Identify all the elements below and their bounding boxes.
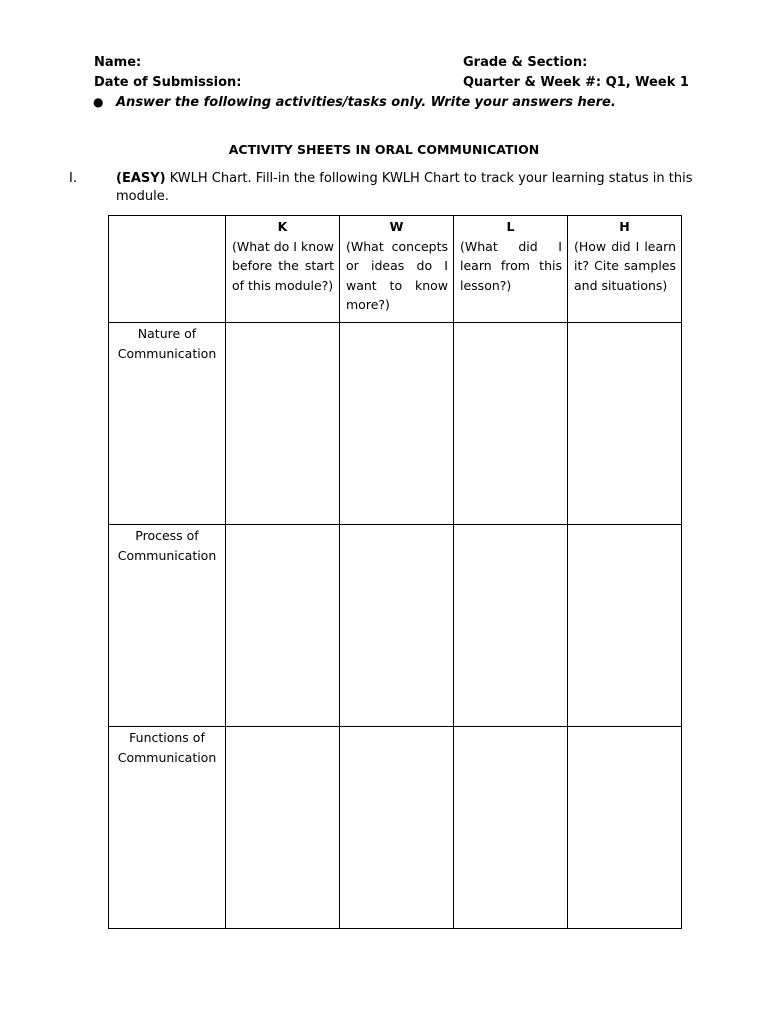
activity-instruction-text: KWLH Chart. Fill-in the following KWLH Chart to track your learning status in this	[165, 171, 693, 186]
column-description: (What concepts or ideas do I want to know more?)	[346, 238, 448, 313]
row-label-cell	[109, 525, 226, 727]
table-row	[109, 323, 682, 525]
answer-cell-h[interactable]	[568, 323, 682, 525]
column-letter: W	[389, 219, 404, 234]
column-letter: K	[277, 219, 288, 234]
corner-cell	[109, 216, 226, 323]
column-description: (What did I learn from this lesson?)	[460, 238, 562, 293]
column-k-header	[226, 216, 340, 323]
date-of-submission-label: Date of Submission:	[94, 75, 242, 90]
activity-instruction-line2: module.	[116, 189, 169, 204]
answer-cell-w[interactable]	[340, 323, 454, 525]
row-label-cell	[109, 323, 226, 525]
grade-section-label: Grade & Section:	[463, 55, 588, 70]
instruction-text: Answer the following activities/tasks only. Write your answers here.	[116, 95, 616, 110]
row-label-line1: Process of	[135, 528, 199, 543]
table-row	[109, 525, 682, 727]
activity-level: (EASY)	[116, 171, 166, 186]
answer-cell-l[interactable]	[454, 323, 568, 525]
bullet-icon: ●	[93, 95, 104, 109]
row-label-line1: Functions of	[129, 730, 205, 745]
column-description: (What do I know before the start of this module?)	[232, 238, 334, 293]
answer-cell-k[interactable]	[226, 525, 340, 727]
name-label: Name:	[94, 55, 142, 70]
column-description: (How did I learn it? Cite samples and situations)	[574, 238, 676, 293]
row-label-line2: Communication	[117, 749, 217, 765]
column-l-header	[454, 216, 568, 323]
table-row	[109, 727, 682, 929]
column-w-header	[340, 216, 454, 323]
kwlh-chart	[108, 215, 682, 929]
page-title: ACTIVITY SHEETS IN ORAL COMMUNICATION	[228, 142, 540, 157]
answer-cell-l[interactable]	[454, 727, 568, 929]
answer-cell-k[interactable]	[226, 727, 340, 929]
column-letter: L	[506, 219, 515, 234]
activity-number: I.	[69, 171, 77, 186]
column-h-header	[568, 216, 682, 323]
answer-cell-h[interactable]	[568, 525, 682, 727]
row-label-line1: Nature of	[137, 326, 197, 341]
row-label-cell	[109, 727, 226, 929]
row-label-line2: Communication	[117, 547, 217, 563]
answer-cell-w[interactable]	[340, 727, 454, 929]
quarter-week-label: Quarter & Week #: Q1, Week 1	[463, 75, 689, 90]
answer-cell-k[interactable]	[226, 323, 340, 525]
answer-cell-h[interactable]	[568, 727, 682, 929]
answer-cell-l[interactable]	[454, 525, 568, 727]
activity-instruction-line1	[116, 171, 693, 186]
answer-cell-w[interactable]	[340, 525, 454, 727]
column-letter: H	[619, 219, 630, 234]
kwlh-header-row	[109, 216, 682, 323]
row-label-line2: Communication	[117, 345, 217, 361]
